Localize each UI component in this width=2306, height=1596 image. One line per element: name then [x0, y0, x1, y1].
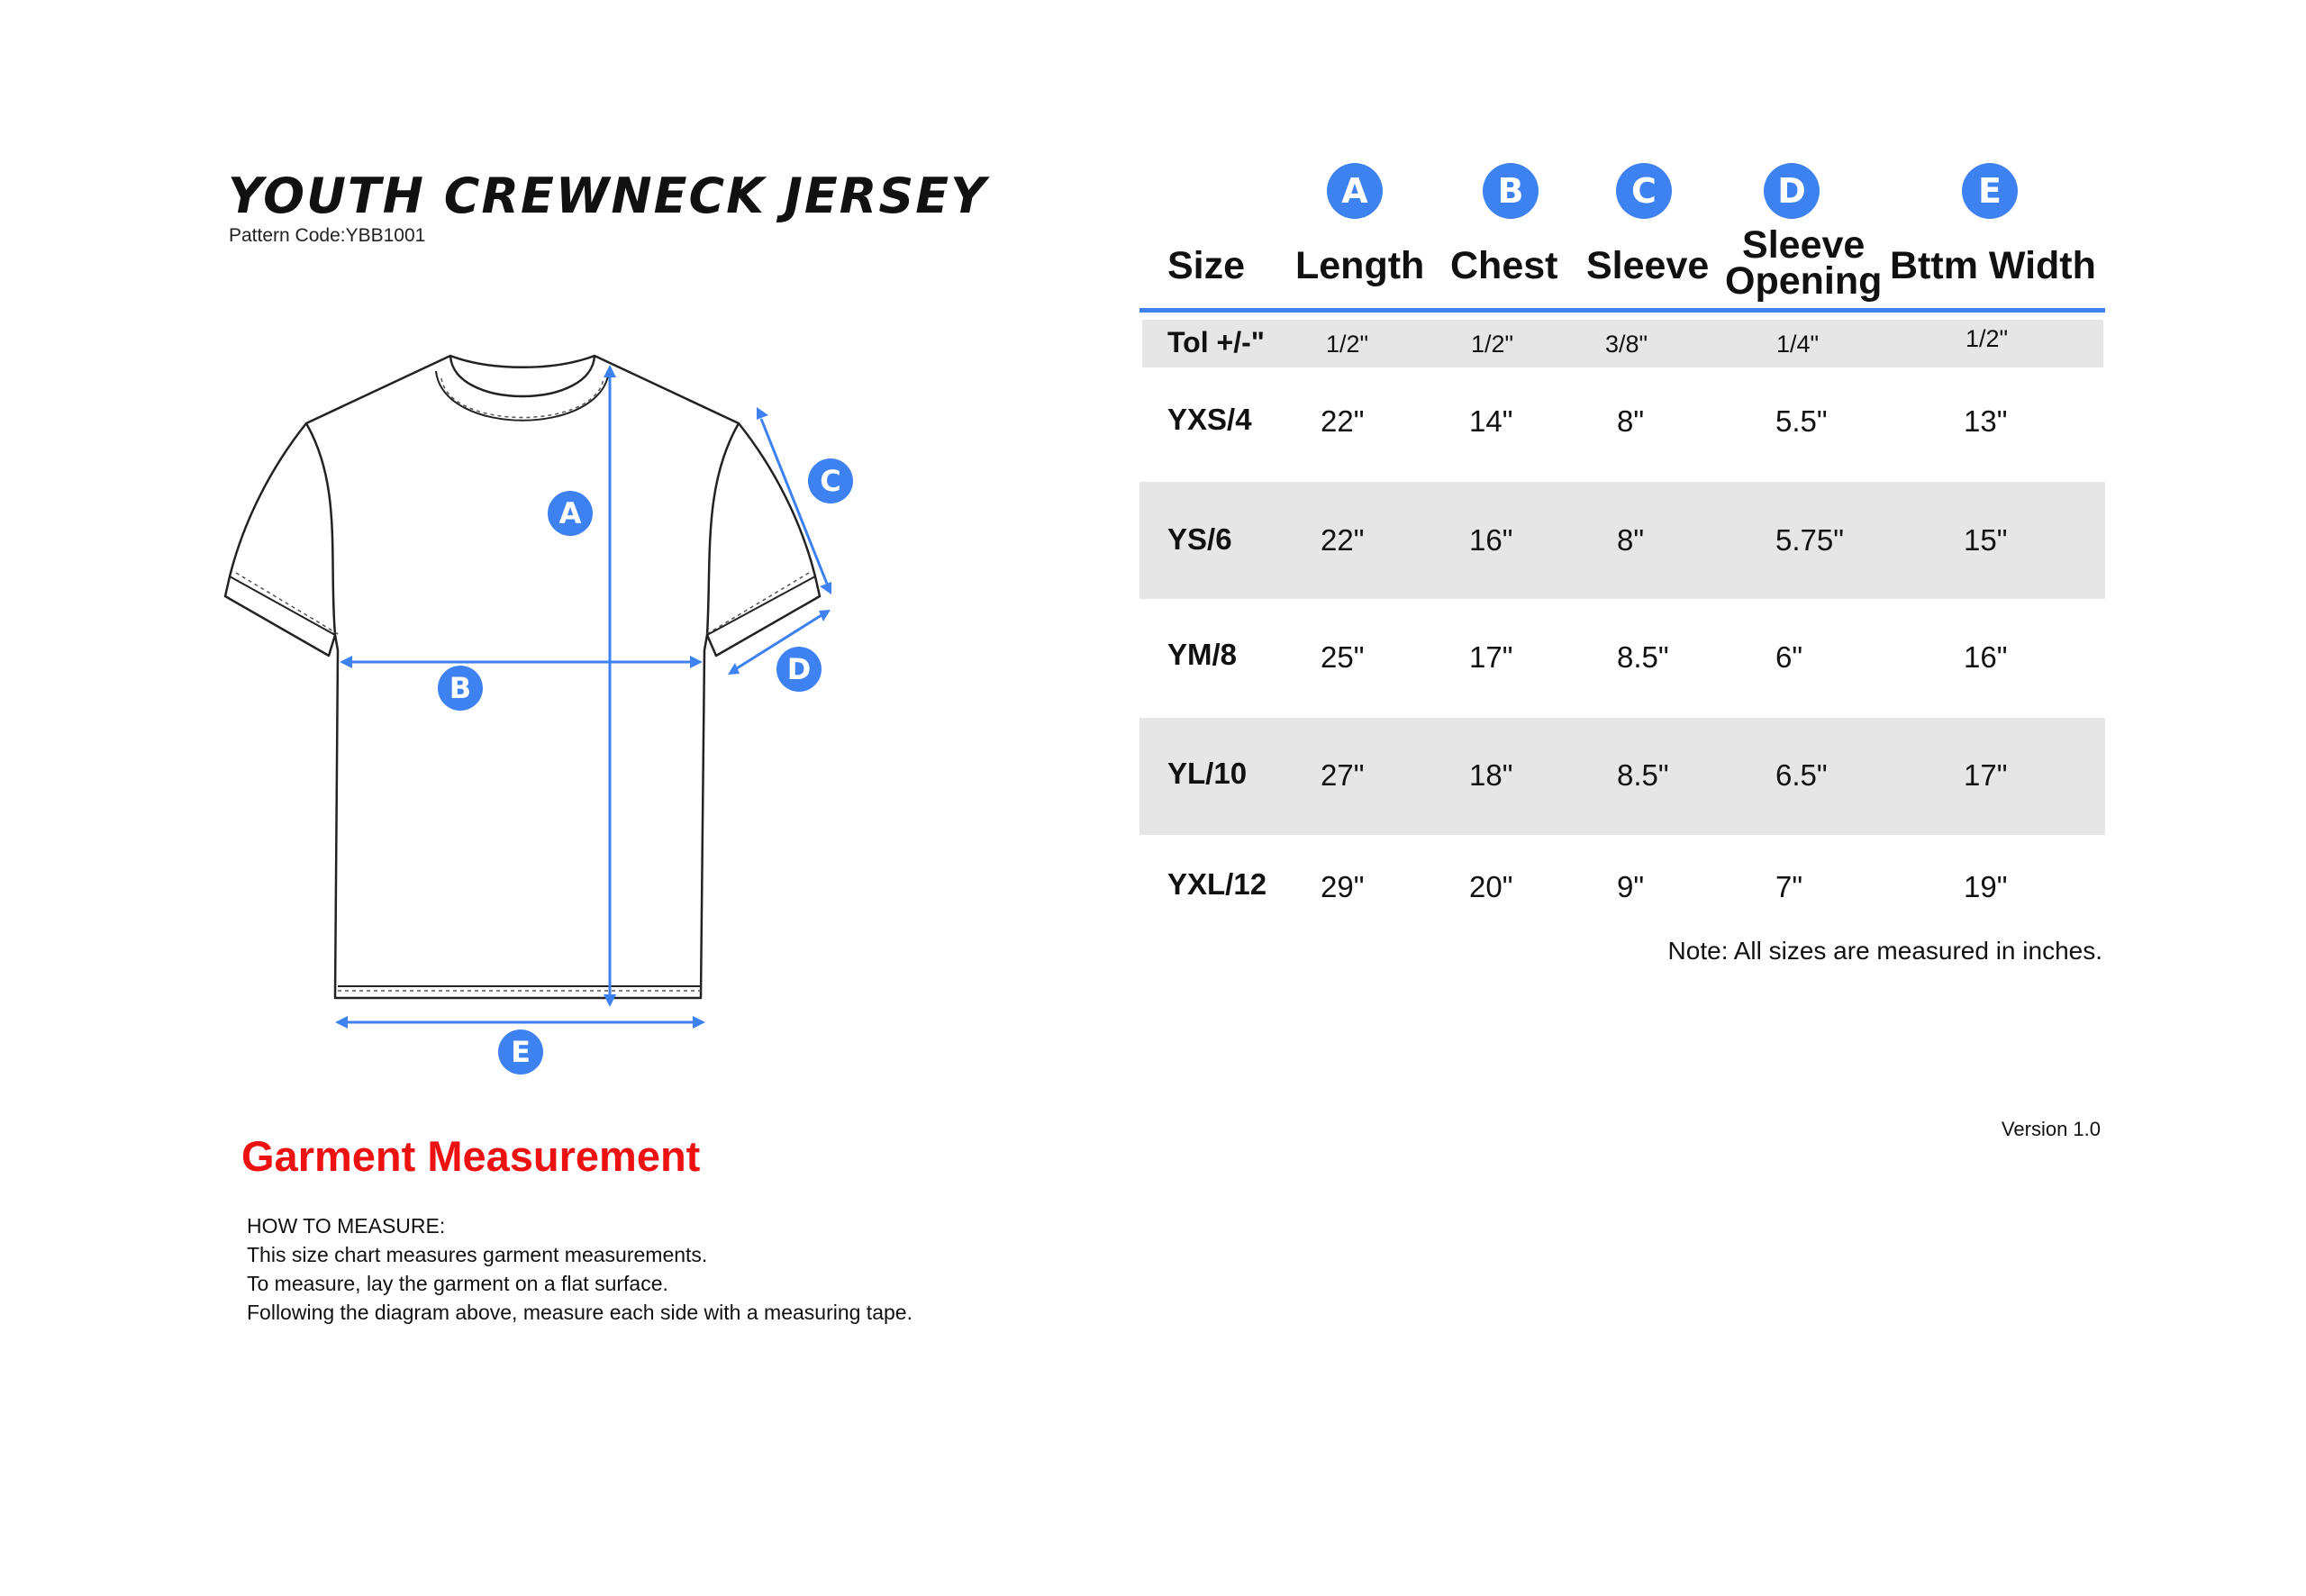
label-c-badge: C	[808, 458, 853, 503]
size-label: YS/6	[1167, 522, 1232, 556]
bttm-width-value: 19"	[1964, 870, 2008, 903]
col-header-size: Size	[1167, 244, 1246, 287]
col-b-badge: B	[1483, 163, 1539, 219]
length-value: 25"	[1321, 640, 1365, 674]
sleeve-value: 8"	[1617, 404, 1645, 438]
bttm-width-value: 16"	[1964, 640, 2008, 674]
tolerance-bttm-width: 1/2"	[1966, 325, 2009, 352]
size-label: YXL/12	[1167, 867, 1267, 901]
instruction-line: Following the diagram above, measure each side with a measuring tape.	[247, 1301, 912, 1324]
sleeve-value: 8.5"	[1617, 640, 1669, 674]
how-to-measure-text	[247, 1211, 912, 1327]
tolerance-length: 1/2"	[1326, 331, 1369, 358]
col-header-bttm-width: Bttm Width	[1890, 244, 2096, 287]
tolerance-sleeve-opening: 1/4"	[1776, 331, 1820, 358]
col-header-sleeve-opening	[1725, 223, 1883, 303]
garment-measurement-heading: Garment Measurement	[241, 1132, 701, 1180]
size-label: YXS/4	[1167, 403, 1252, 436]
col-header-chest: Chest	[1450, 244, 1558, 287]
col-header-length: Length	[1295, 244, 1425, 287]
units-note: Note: All sizes are measured in inches.	[1667, 937, 2102, 965]
label-b-badge: B	[438, 666, 483, 711]
sleeve-value: 8.5"	[1617, 758, 1669, 792]
col-header-sleeve-opening-line2: Opening	[1725, 259, 1883, 303]
jersey-diagram	[216, 342, 847, 1081]
col-a-badge: A	[1327, 163, 1383, 219]
bttm-width-value: 13"	[1964, 404, 2008, 438]
chest-value: 18"	[1469, 758, 1513, 792]
measure-lines	[335, 365, 831, 1029]
chest-value: 16"	[1469, 523, 1513, 557]
chest-value: 17"	[1469, 640, 1513, 674]
instruction-line: To measure, lay the garment on a flat surface.	[247, 1272, 668, 1295]
chest-value: 20"	[1469, 870, 1513, 903]
pattern-code: Pattern Code:YBB1001	[229, 225, 426, 246]
chest-value: 14"	[1469, 404, 1513, 438]
version-label: Version 1.0	[2001, 1118, 2101, 1140]
sleeve-opening-value: 6.5"	[1775, 758, 1828, 792]
col-e-badge: E	[1962, 163, 2018, 219]
size-label: YL/10	[1167, 757, 1248, 790]
jersey-outline	[225, 356, 820, 998]
length-value: 29"	[1321, 870, 1365, 903]
col-header-sleeve-opening-line1: Sleeve	[1742, 223, 1866, 267]
chart-title: YOUTH CREWNECK JERSEY	[228, 168, 988, 224]
sleeve-opening-value: 7"	[1775, 870, 1803, 903]
sleeve-value: 9"	[1617, 870, 1645, 903]
size-label: YM/8	[1167, 638, 1238, 671]
label-d-badge: D	[776, 647, 822, 692]
tolerance-sleeve: 3/8"	[1605, 331, 1648, 358]
instruction-line: HOW TO MEASURE:	[247, 1214, 446, 1238]
tolerance-chest: 1/2"	[1471, 331, 1514, 358]
sleeve-opening-value: 5.5"	[1775, 404, 1828, 438]
sleeve-opening-value: 5.75"	[1775, 523, 1844, 557]
sleeve-opening-value: 6"	[1775, 640, 1803, 674]
col-header-sleeve: Sleeve	[1586, 244, 1710, 287]
bttm-width-value: 15"	[1964, 523, 2008, 557]
bttm-width-value: 17"	[1964, 758, 2008, 792]
col-d-badge: D	[1764, 163, 1820, 219]
header-divider	[1139, 308, 2105, 313]
label-a-badge: A	[548, 491, 593, 536]
length-value: 27"	[1321, 758, 1365, 792]
sleeve-value: 8"	[1617, 523, 1645, 557]
instruction-line: This size chart measures garment measurements.	[247, 1243, 708, 1266]
col-c-badge: C	[1616, 163, 1672, 219]
label-e-badge: E	[498, 1029, 543, 1075]
length-value: 22"	[1321, 404, 1365, 438]
tolerance-label: Tol +/-"	[1167, 326, 1265, 358]
length-value: 22"	[1321, 523, 1365, 557]
